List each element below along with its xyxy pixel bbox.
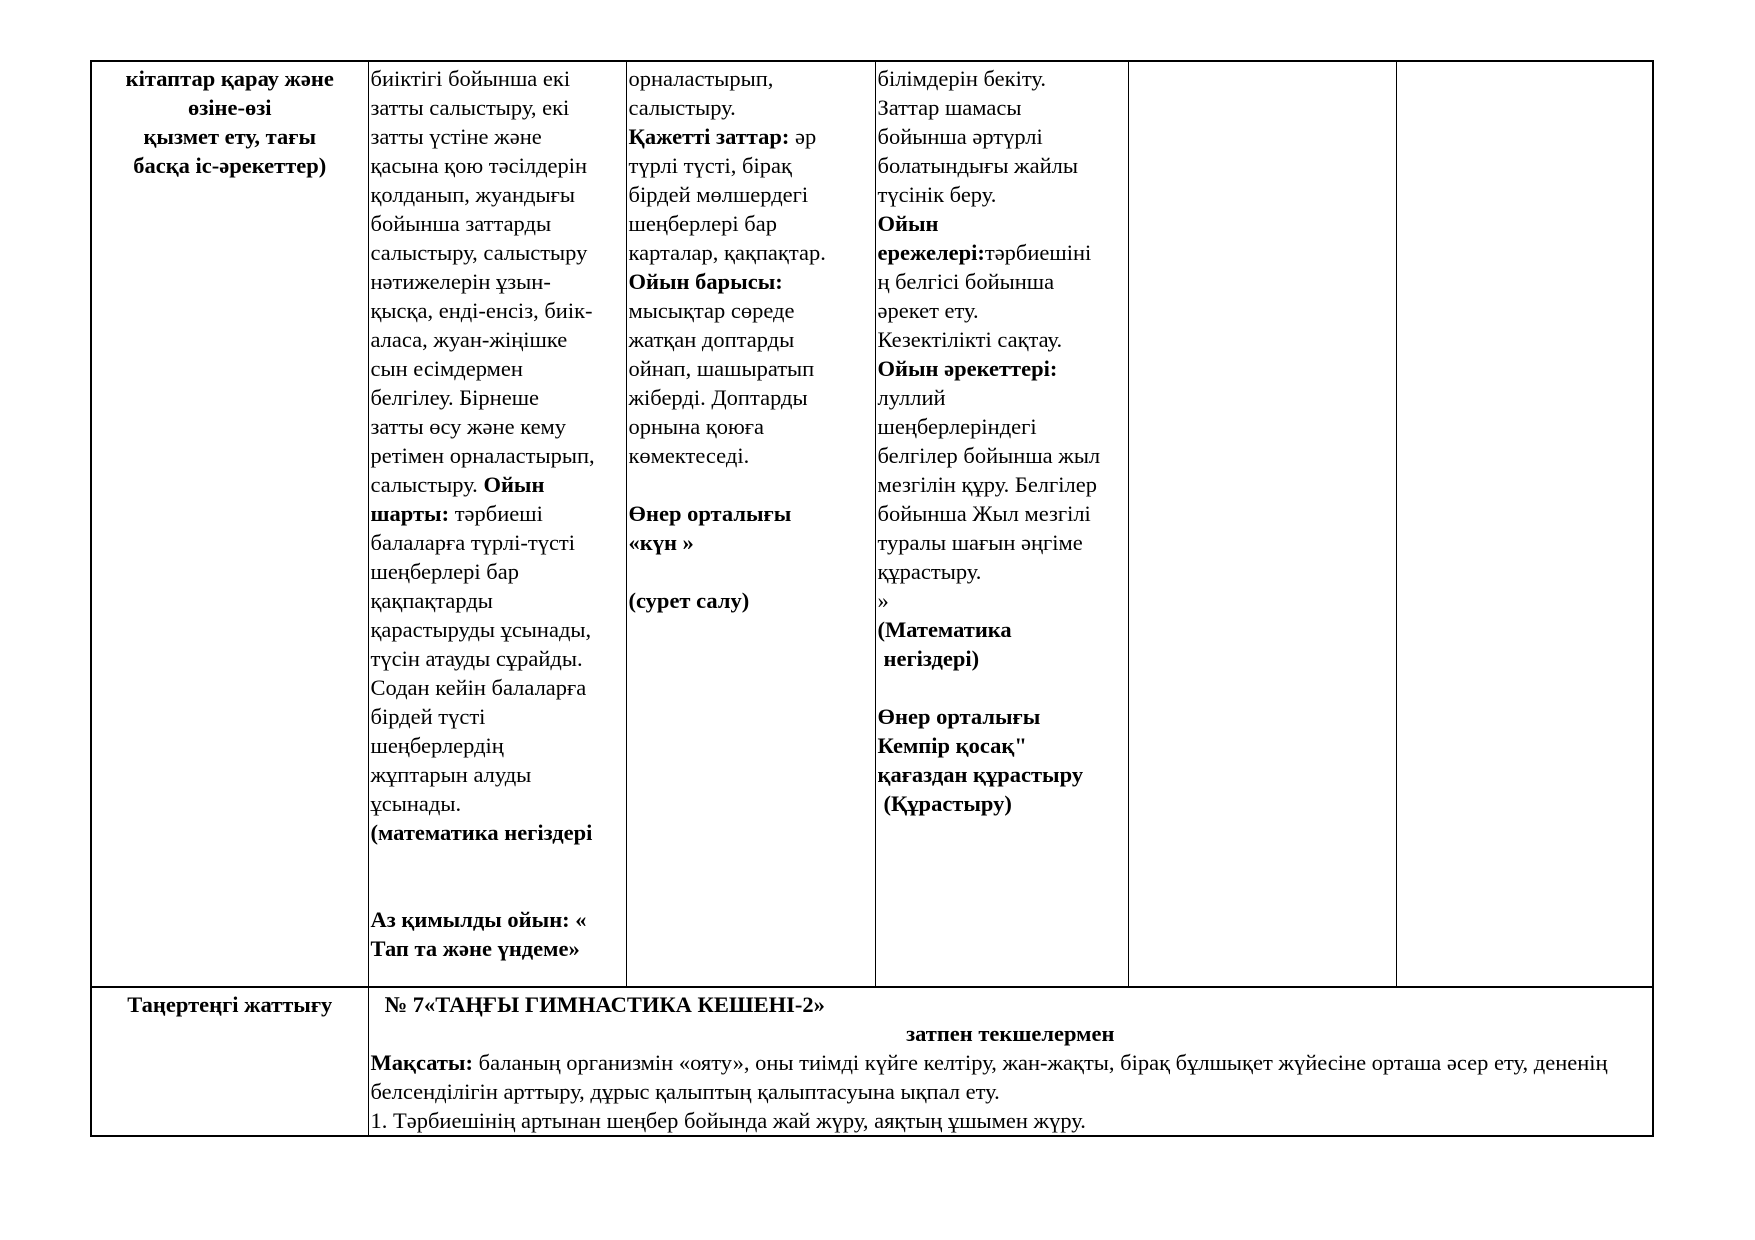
- text-line: белгілеу. Бірнеше: [370, 385, 540, 410]
- row-label-cell: [91, 61, 368, 987]
- spacer: [371, 876, 624, 905]
- monday-cell: [368, 61, 626, 987]
- text-fragment: тәрбиеші: [454, 501, 543, 526]
- goal-paragraph: [371, 1048, 1651, 1106]
- text-line: затты салыстыру, екі: [370, 95, 570, 120]
- text-line: түрлі түсті, бірақ: [628, 153, 792, 178]
- text-line: ойнап, шашыратып: [628, 356, 815, 381]
- game-actions-heading: Ойын әрекеттері:: [877, 356, 1058, 381]
- row-label: Таңертеңгі жаттығу: [127, 992, 333, 1017]
- spacer: [878, 673, 1126, 702]
- tuesday-cell: [626, 61, 875, 987]
- text-line: туралы шағын әңгіме: [877, 530, 1083, 555]
- text-line: нәтижелерін ұзын-: [370, 269, 551, 294]
- text-line: сын есімдермен: [370, 356, 523, 381]
- text-line: шеңберлері бар: [628, 211, 777, 236]
- text-line: аласа, жуан-жіңішке: [370, 327, 568, 352]
- schedule-table: [90, 60, 1654, 1137]
- goal-heading: Мақсаты:: [370, 1050, 473, 1075]
- exercise-subtitle: затпен текшелермен: [906, 1021, 1115, 1046]
- art-center-heading: қағаздан құрастыру: [877, 762, 1084, 787]
- text-fragment: тәрбиешіні: [984, 240, 1092, 265]
- text-line: ұсынады.: [370, 791, 462, 816]
- subject-label: (Құрастыру): [883, 791, 1012, 816]
- row-label-line: кітаптар қарау және: [125, 66, 334, 91]
- text-line: қарастыруды ұсынады,: [370, 617, 592, 642]
- text-line: түсінік беру.: [877, 182, 997, 207]
- game-conditions-heading: Ойын: [483, 472, 545, 497]
- game-title: Тап та және үндеме»: [370, 936, 580, 961]
- wednesday-cell: [875, 61, 1128, 987]
- text-fragment: әр: [795, 124, 817, 149]
- text-line: биіктігі бойынша екі: [370, 66, 571, 91]
- text-line: шеңберлеріндегі: [877, 414, 1037, 439]
- text-line: Содан кейін балаларға: [370, 675, 587, 700]
- text-line: жіберді. Доптарды: [628, 385, 808, 410]
- text-line: белгілер бойынша жыл: [877, 443, 1101, 468]
- text-line: орнына қоюға: [628, 414, 765, 439]
- text-line: қысқа, енді-енсіз, биік-: [370, 298, 593, 323]
- text-line: қасына қою тәсілдерін: [370, 153, 588, 178]
- text-line: көмектеседі.: [628, 443, 750, 468]
- text-line: әрекет ету.: [877, 298, 979, 323]
- subject-label: (сурет салу): [628, 588, 750, 613]
- game-rules-heading: ережелері:: [877, 240, 985, 265]
- text-line: қолданып, жуандығы: [370, 182, 575, 207]
- row-label-line: қызмет ету, тағы: [143, 124, 317, 149]
- art-center-heading: Кемпір қосақ": [877, 733, 1027, 758]
- subject-label: негіздері): [883, 646, 980, 671]
- text-line: шеңберлердің: [370, 733, 504, 758]
- text-line: бойынша заттарды: [370, 211, 552, 236]
- game-title: Аз қимылды ойын: «: [370, 907, 587, 932]
- text-line: бойынша Жыл мезгілі: [877, 501, 1091, 526]
- morning-exercise-row: [91, 987, 1653, 1136]
- text-line: ң белгісі бойынша: [877, 269, 1055, 294]
- art-center-heading: Өнер орталығы: [628, 501, 792, 526]
- text-line: карталар, қақпақтар.: [628, 240, 826, 265]
- game-conditions-heading: шарты:: [370, 501, 450, 526]
- exercise-content-cell: [368, 987, 1653, 1136]
- art-center-heading: Өнер орталығы: [877, 704, 1041, 729]
- text-line: луллий: [877, 385, 946, 410]
- row-label-line: өзіне-өзі: [187, 95, 272, 120]
- text-line: салыстыру, салыстыру: [370, 240, 588, 265]
- text-line: жатқан доптарды: [628, 327, 795, 352]
- text-line: бірдей түсті: [370, 704, 486, 729]
- text-line: орналастырып,: [628, 66, 774, 91]
- text-line: Заттар шамасы: [877, 95, 1022, 120]
- text-line: түсін атауды сұрайды.: [370, 646, 583, 671]
- goal-text: баланың организмін «ояту», оны тиімді күйге келтіру, жан-жақты, бірақ бұлшықет жүйесіне орташа әсер ету, дененің белсенділігін арттыру, дұрыс қалыптың қалыптасуына ықпал ету.: [370, 1050, 1608, 1104]
- spacer: [629, 557, 873, 586]
- spacer: [629, 470, 873, 499]
- exercise-title: № 7«ТАҢҒЫ ГИМНАСТИКА КЕШЕНІ-2»: [384, 992, 825, 1017]
- art-center-heading: «күн »: [628, 530, 694, 555]
- text-line: шеңберлері бар: [370, 559, 519, 584]
- text-line: балаларға түрлі-түсті: [370, 530, 576, 555]
- text-line: құрастыру.: [877, 559, 982, 584]
- activity-row: [91, 61, 1653, 987]
- text-line: [878, 238, 1126, 267]
- subject-label: (Математика: [877, 617, 1012, 642]
- materials-heading: Қажетті заттар:: [628, 124, 790, 149]
- row-label-cell: [91, 987, 368, 1136]
- game-rules-heading: Ойын: [877, 211, 939, 236]
- text-line: [371, 470, 624, 499]
- text-line: мезгілін құру. Белгілер: [877, 472, 1097, 497]
- text-line: Кезектілікті сақтау.: [877, 327, 1063, 352]
- text-line: бірдей мөлшердегі: [628, 182, 809, 207]
- text-line: [371, 499, 624, 528]
- text-line: мысықтар сөреде: [628, 298, 795, 323]
- subject-label: (математика негіздері: [370, 820, 593, 845]
- text-line: болатындығы жайлы: [877, 153, 1078, 178]
- text-line: »: [877, 588, 889, 613]
- text-line: затты өсу және кему: [370, 414, 567, 439]
- text-line: [629, 122, 873, 151]
- text-line: жұптарын алуды: [370, 762, 532, 787]
- exercise-step: 1. Тәрбиешінің артынан шеңбер бойында жай жүру, аяқтың ұшымен жүру.: [370, 1108, 1086, 1133]
- text-fragment: салыстыру.: [370, 472, 478, 497]
- row-label-line: басқа іс-әрекеттер): [133, 153, 327, 178]
- game-progress-heading: Ойын барысы:: [628, 269, 783, 294]
- text-line: салыстыру.: [628, 95, 736, 120]
- text-line: затты үстіне және: [370, 124, 542, 149]
- friday-cell: [1396, 61, 1653, 987]
- spacer: [371, 847, 624, 876]
- text-line: білімдерін бекіту.: [877, 66, 1046, 91]
- text-line: бойынша әртүрлі: [877, 124, 1043, 149]
- text-line: қақпақтарды: [370, 588, 493, 613]
- thursday-cell: [1128, 61, 1396, 987]
- text-line: ретімен орналастырып,: [370, 443, 595, 468]
